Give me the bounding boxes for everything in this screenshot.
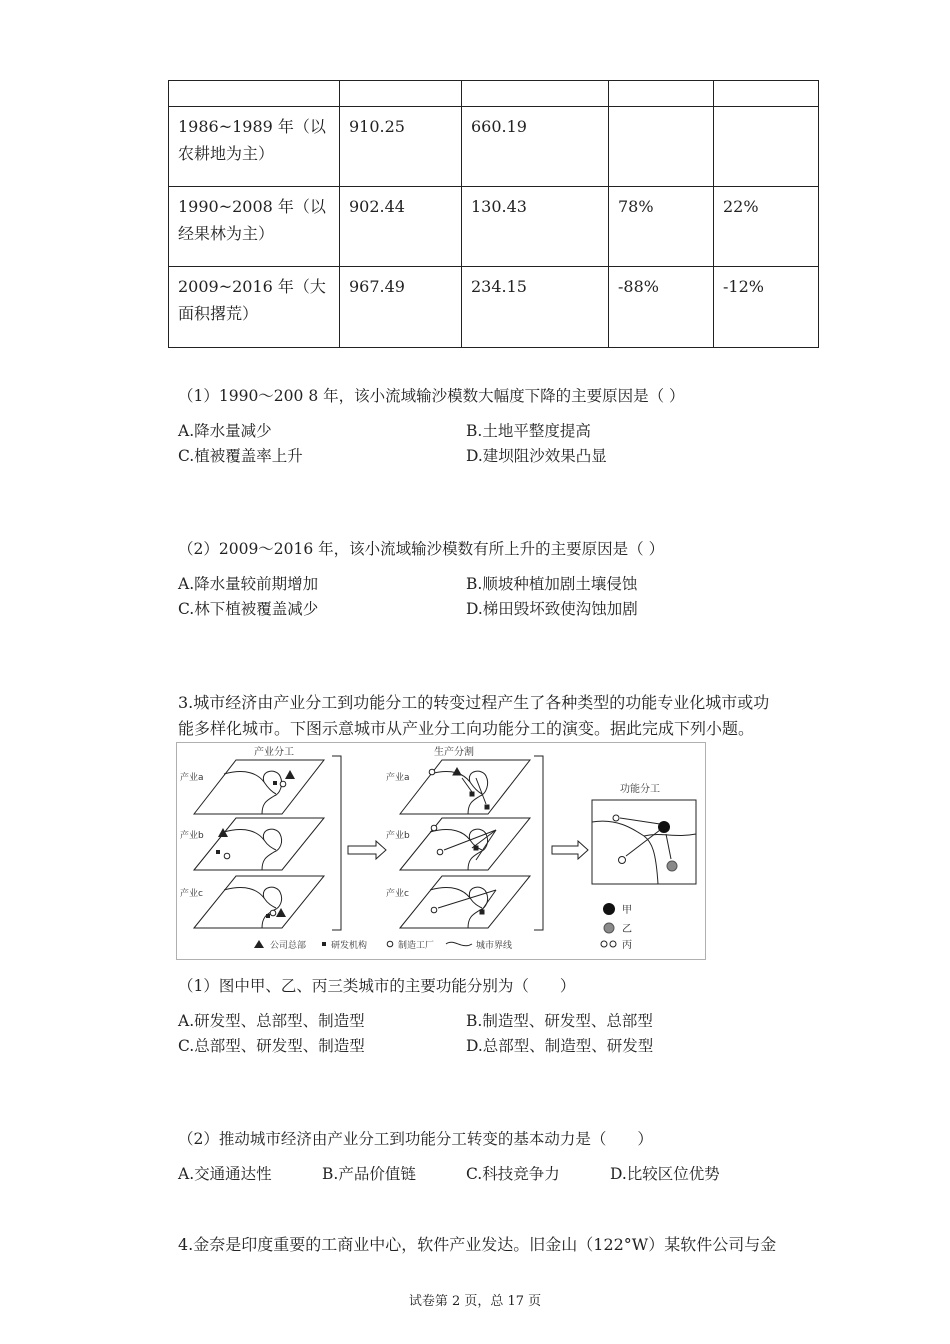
option-c: C.科技竞争力 bbox=[466, 1165, 560, 1183]
legend-headquarters: 公司总部 bbox=[270, 941, 307, 951]
table-cell: 130.43 bbox=[462, 187, 609, 267]
city-function-figure bbox=[176, 742, 706, 960]
research-icon bbox=[485, 805, 489, 809]
question-3-intro-line1: 3.城市经济由产业分工到功能分工的转变过程产生了各种类型的功能专业化城市或功 bbox=[178, 693, 770, 712]
option-c: C.林下植被覆盖减少 bbox=[178, 600, 319, 618]
panel-3 bbox=[592, 800, 696, 884]
option-a: A.降水量较前期增加 bbox=[178, 575, 319, 593]
table-cell: 2009~2016 年（大面积撂荒） bbox=[169, 267, 340, 348]
row-label-a: 产业a bbox=[180, 773, 204, 783]
table-row bbox=[169, 107, 819, 187]
research-icon bbox=[273, 781, 277, 785]
option-d: D.比较区位优势 bbox=[610, 1165, 720, 1183]
table-cell: 234.15 bbox=[462, 267, 609, 348]
legend-city-boundary: 城市界线 bbox=[476, 941, 513, 951]
table-cell bbox=[609, 81, 714, 107]
city-jia-icon bbox=[603, 903, 615, 915]
row-label-b: 产业b bbox=[386, 831, 410, 841]
panel-title-3: 功能分工 bbox=[620, 784, 660, 795]
question-3-intro-line2: 能多样化城市。下图示意城市从产业分工向功能分工的演变。据此完成下列小题。 bbox=[178, 719, 755, 738]
city-legend-yi: 乙 bbox=[622, 924, 632, 935]
table-cell: 910.25 bbox=[340, 107, 462, 187]
table-cell: -88% bbox=[609, 267, 714, 348]
option-c: C.总部型、研发型、制造型 bbox=[178, 1037, 365, 1055]
city-bing-icon bbox=[619, 857, 626, 864]
question-2-2: （2）2009～2016 年，该小流域输沙模数有所上升的主要原因是（ ） bbox=[178, 540, 665, 558]
city-yi-icon bbox=[667, 861, 677, 871]
table-row bbox=[169, 187, 819, 267]
table-cell: -12% bbox=[714, 267, 819, 348]
city-jia-icon bbox=[658, 821, 670, 833]
option-b: B.顺坡种植加剧土壤侵蚀 bbox=[466, 575, 638, 593]
table-cell: 902.44 bbox=[340, 187, 462, 267]
option-d: D.建坝阻沙效果凸显 bbox=[466, 447, 607, 465]
table-cell: 22% bbox=[714, 187, 819, 267]
city-legend-jia: 甲 bbox=[622, 905, 632, 916]
city-bing-icon bbox=[613, 815, 619, 821]
research-icon bbox=[470, 792, 474, 796]
option-d: D.梯田毁坏致使沟蚀加剧 bbox=[466, 600, 638, 618]
factory-icon bbox=[431, 825, 437, 831]
table-cell: 78% bbox=[609, 187, 714, 267]
factory-icon bbox=[431, 907, 437, 913]
option-b: B.制造型、研发型、总部型 bbox=[466, 1012, 653, 1030]
city-bing-icon bbox=[610, 941, 616, 947]
table-cell: 1986~1989 年（以农耕地为主） bbox=[169, 107, 340, 187]
table-cell: 967.49 bbox=[340, 267, 462, 348]
panel-title-1: 产业分工 bbox=[254, 747, 294, 758]
research-icon bbox=[266, 914, 270, 918]
research-icon bbox=[474, 846, 478, 850]
research-icon bbox=[480, 910, 484, 914]
data-table bbox=[168, 80, 819, 348]
question-2-1: （1）1990～200 8 年，该小流域输沙模数大幅度下降的主要原因是（ ） bbox=[178, 387, 685, 405]
legend-factory: 制造工厂 bbox=[398, 941, 435, 951]
factory-icon bbox=[387, 941, 393, 947]
research-icon bbox=[322, 942, 326, 946]
factory-icon bbox=[270, 910, 276, 916]
option-a: A.降水量减少 bbox=[178, 422, 272, 440]
table-cell bbox=[340, 81, 462, 107]
option-b: B.产品价值链 bbox=[322, 1165, 416, 1183]
option-d: D.总部型、制造型、研发型 bbox=[466, 1037, 654, 1055]
research-icon bbox=[216, 850, 220, 854]
row-label-a: 产业a bbox=[386, 773, 410, 783]
table-cell bbox=[462, 81, 609, 107]
row-label-b: 产业b bbox=[180, 831, 204, 841]
city-legend-bing: 丙 bbox=[622, 940, 632, 951]
table-cell bbox=[714, 81, 819, 107]
table-row bbox=[169, 267, 819, 348]
question-4-intro-line1: 4.金奈是印度重要的工商业中心，软件产业发达。旧金山（122°W）某软件公司与金 bbox=[178, 1235, 777, 1254]
table-cell: 660.19 bbox=[462, 107, 609, 187]
factory-icon bbox=[280, 781, 286, 787]
question-3-1: （1）图中甲、乙、丙三类城市的主要功能分别为（ ） bbox=[178, 977, 576, 995]
factory-icon bbox=[437, 849, 443, 855]
option-a: A.交通通达性 bbox=[178, 1165, 272, 1183]
table-row bbox=[169, 81, 819, 107]
option-a: A.研发型、总部型、制造型 bbox=[178, 1012, 365, 1030]
panel-title-2: 生产分割 bbox=[434, 747, 474, 758]
row-label-c: 产业c bbox=[386, 889, 409, 899]
factory-icon bbox=[224, 853, 230, 859]
city-bing-icon bbox=[601, 941, 607, 947]
option-b: B.土地平整度提高 bbox=[466, 422, 591, 440]
table-cell bbox=[714, 107, 819, 187]
table-cell bbox=[169, 81, 340, 107]
table-cell bbox=[609, 107, 714, 187]
page-footer: 试卷第 2 页，总 17 页 bbox=[408, 1294, 542, 1309]
table-cell: 1990~2008 年（以经果林为主） bbox=[169, 187, 340, 267]
factory-icon bbox=[429, 769, 435, 775]
city-yi-icon bbox=[604, 923, 614, 933]
question-3-2: （2）推动城市经济由产业分工到功能分工转变的基本动力是（ ） bbox=[178, 1130, 653, 1148]
legend-research: 研发机构 bbox=[331, 941, 368, 951]
row-label-c: 产业c bbox=[180, 889, 203, 899]
option-c: C.植被覆盖率上升 bbox=[178, 447, 303, 465]
